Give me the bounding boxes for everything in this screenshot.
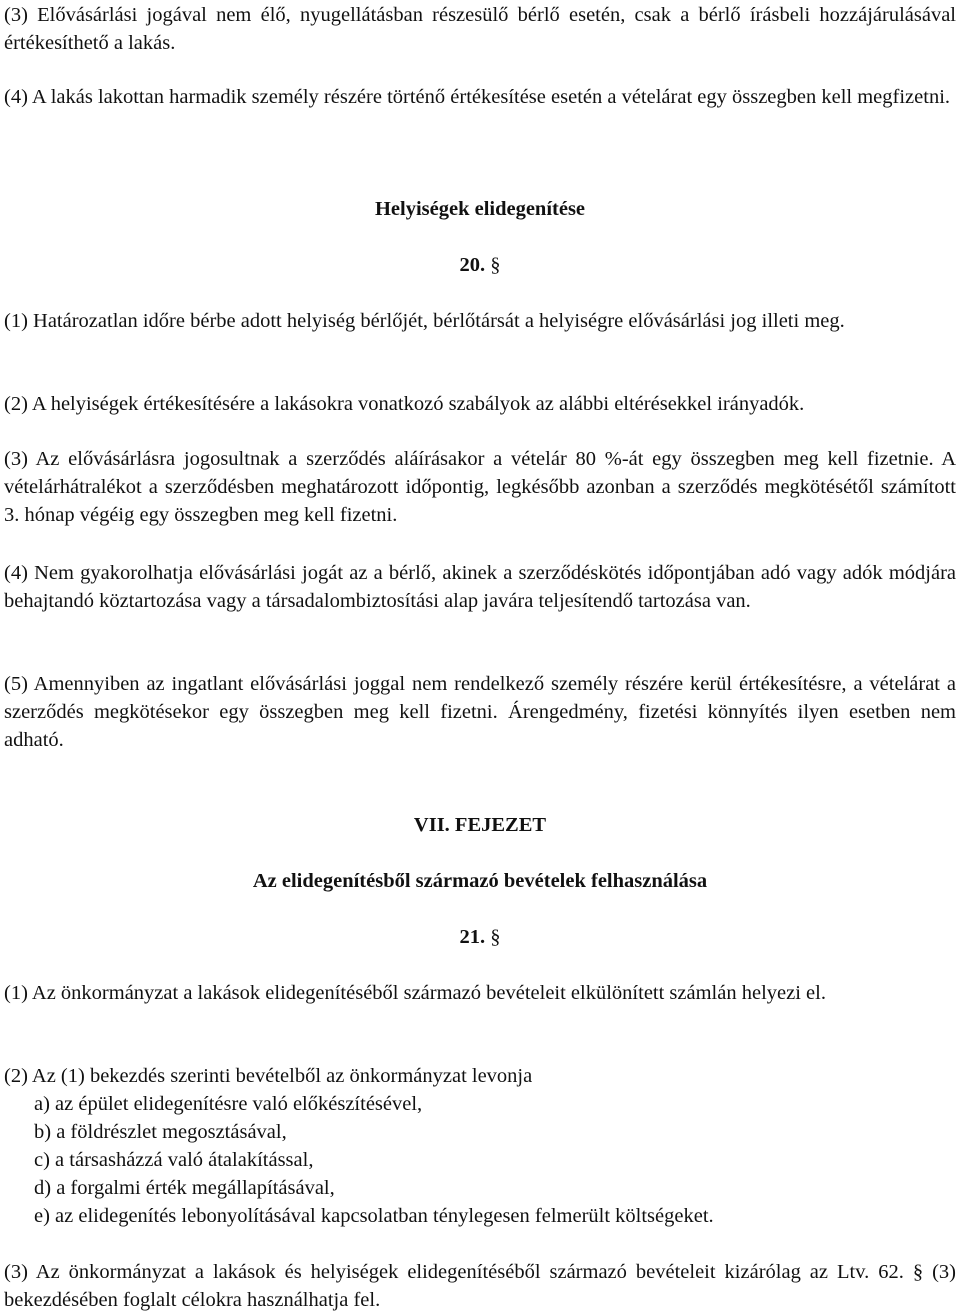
paragraph-text: (2) A helyiségek értékesítésére a lakásokra vonatkozó szabályok az alábbi eltérésekkel irányadók. (4, 393, 805, 415)
paragraph-21-1 (4, 979, 956, 1007)
paragraph-top-4 (4, 83, 956, 111)
section-symbol: § (490, 254, 501, 276)
paragraph-20-5 (4, 670, 956, 754)
paragraph-20-4 (4, 559, 956, 615)
paragraph-20-2 (4, 390, 956, 418)
list-item: a) az épület elidegenítésre való előkészítésével, (34, 1093, 423, 1115)
paragraph-text: (4) A lakás lakottan harmadik személy részére történő értékesítése esetén a vételárat egy összegben kell megfizetni. (4, 86, 951, 108)
paragraph-21-2 (4, 1062, 956, 1230)
section-number-20 (4, 251, 956, 279)
paragraph-text: (1) Az önkormányzat a lakások elidegenítéséből származó bevételeit elkülönített számlán helyezi el. (4, 982, 826, 1004)
paragraph-text: (5) Amennyiben az ingatlant elővásárlási joggal nem rendelkező személy részére kerül értékesítésre, a vételárat a szerződés megkötésekor egy összegben meg kell fizetni. Árengedmény, fizetési könnyítés ilyen esetben nem adható. (4, 673, 956, 751)
paragraph-20-1 (4, 307, 956, 335)
section-heading-helyisegek: Helyiségek elidegenítése (374, 198, 586, 220)
section-number: 20. (459, 254, 486, 276)
paragraph-text: (3) Az elővásárlásra jogosultnak a szerződés aláírásakor a vételár 80 %-át egy összegben meg kell fizetnie. A vételárhátralékot a szerződésben meghatározott időpontig, legkésőbb azonban a szerződés megkötésétől számított 3. hónap végéig egy összegben meg kell fizetni. (4, 448, 956, 526)
paragraph-21-3 (4, 1258, 956, 1314)
paragraph-text: (4) Nem gyakorolhatja elővásárlási jogát az a bérlő, akinek a szerződéskötés időpontjában adó vagy adók módjára behajtandó köztartozása vagy a társadalombiztosítási alap javára teljesítendő tartozása van. (4, 562, 956, 612)
section-symbol: § (490, 926, 501, 948)
chapter-heading: VII. FEJEZET (413, 814, 547, 836)
section-number-21 (4, 923, 956, 951)
paragraph-top-3 (4, 1, 956, 57)
paragraph-20-3 (4, 445, 956, 529)
section-number: 21. (459, 926, 486, 948)
paragraph-text: (2) Az (1) bekezdés szerinti bevételből az önkormányzat levonja (4, 1065, 533, 1087)
list-item: c) a társasházzá való átalakítással, (34, 1149, 314, 1171)
chapter-title: Az elidegenítésből származó bevételek felhasználása (252, 870, 708, 892)
list-item: e) az elidegenítés lebonyolításával kapcsolatban ténylegesen felmerült költségeket. (34, 1205, 714, 1227)
paragraph-text: (3) Az önkormányzat a lakások és helyiségek elidegenítéséből származó bevételeit kizárólag az Ltv. 62. § (3) bekezdésében foglalt célokra használhatja fel. (4, 1261, 956, 1311)
list-item: d) a forgalmi érték megállapításával, (34, 1177, 335, 1199)
list-item: b) a földrészlet megosztásával, (34, 1121, 287, 1143)
paragraph-text: (1) Határozatlan időre bérbe adott helyiség bérlőjét, bérlőtársát a helyiségre elővásárlási jog illeti meg. (4, 310, 845, 332)
paragraph-text: (3) Elővásárlási jogával nem élő, nyugellátásban részesülő bérlő esetén, csak a bérlő írásbeli hozzájárulásával értékesíthető a lakás. (4, 4, 956, 54)
